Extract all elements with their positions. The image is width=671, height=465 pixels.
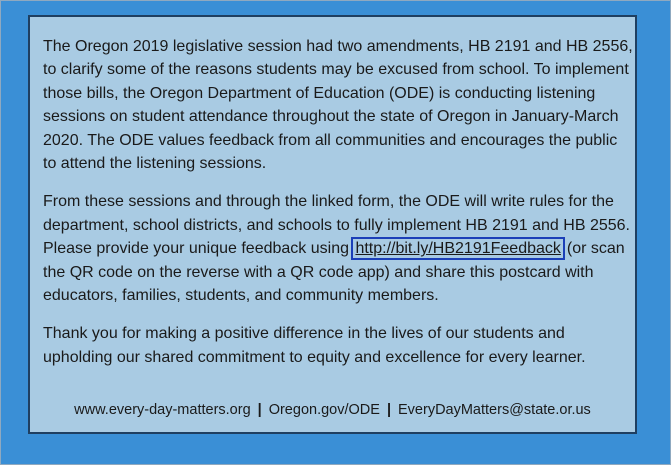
- postcard-body: [43, 35, 633, 384]
- footer-separator: |: [257, 402, 262, 418]
- paragraph-thank-you: Thank you for making a positive difference in the lives of our students and upholding our shared commitment to equity and excellence for every learner.: [43, 325, 586, 366]
- footer-separator: |: [386, 402, 391, 418]
- feedback-text-before-link: From these sessions and through the linked form, the ODE will write rules for the department, school districts, and schools to fully implement HB 2191 and HB 2556. Please provide your unique feedback using: [43, 193, 630, 258]
- footer-agency-site: Oregon.gov/ODE: [268, 402, 380, 418]
- footer-website: www.every-day-matters.org: [74, 402, 251, 418]
- feedback-text-after-link: (or scan the QR code on the reverse with a QR code app) and share this postcard with educators, families, students, and community members.: [43, 240, 625, 305]
- feedback-link[interactable]: http://bit.ly/HB2191Feedback: [351, 237, 564, 260]
- postcard-text-panel: [28, 15, 637, 434]
- paragraph-feedback: [43, 190, 633, 307]
- footer-contacts: [30, 402, 635, 418]
- paragraph-amendments: The Oregon 2019 legislative session had two amendments, HB 2191 and HB 2556, to clarify some of the reasons students may be excused from school. To implement those bills, the Oregon Department of Education (ODE) is conducting listening sessions on student attendance throughout the state of Oregon in January-March 2020. The ODE values feedback from all communities and encourages the public to attend the listening sessions.: [43, 38, 633, 173]
- footer-email: EveryDayMatters@state.or.us: [398, 402, 591, 418]
